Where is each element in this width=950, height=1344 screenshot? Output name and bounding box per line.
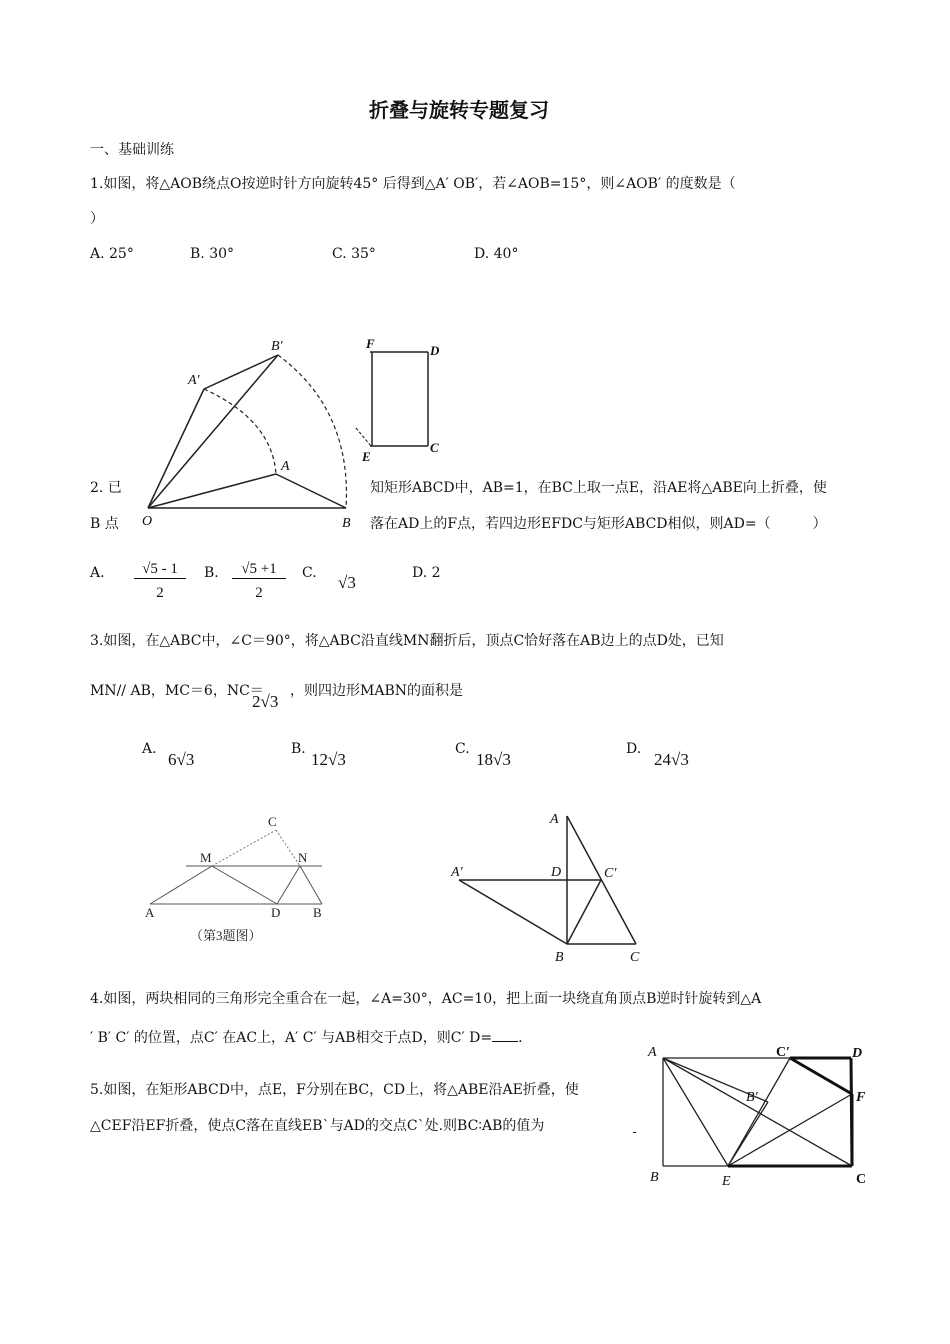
fig3-label-d: D (271, 905, 281, 920)
q1-text-line1: 1.如图，将△AOB绕点O按逆时针方向旋转45° 后得到△A′ OB′，若∠AOB=15°，则∠AOB′ 的度数是（ (90, 176, 736, 192)
fig3-label-a: A (145, 905, 155, 920)
fig2-label-e: E (362, 449, 371, 464)
q3-option-d-label: D. (626, 741, 642, 757)
fig1-label-o: O (142, 514, 153, 529)
q1-text-line2: ） (90, 211, 104, 227)
fig2-label-f: F (366, 336, 375, 351)
fig5-label-f: F (856, 1090, 866, 1105)
fig5-label-a: A (648, 1045, 657, 1060)
q5-text-line2: △CEF沿EF折叠，使点C落在直线EB`与AD的交点C`处.则BC∶AB的值为 (90, 1118, 545, 1134)
fig5-label-c: C (856, 1172, 867, 1187)
fig3-label-n: N (298, 850, 308, 865)
fig2-label-d: D (430, 343, 440, 358)
q3-option-b-label: B. (291, 741, 306, 757)
fig1-label-aprime: A′ (188, 373, 200, 388)
fig3-label-c: C (268, 814, 277, 829)
fig3-label-b: B (313, 905, 322, 920)
q2-option-b-label: B. (204, 565, 219, 581)
q3-text-line1: 3.如图，在△ABC中，∠C＝90°，将△ABC沿直线MN翻折后，顶点C恰好落在AB边上的点D处，已知 (90, 633, 724, 649)
q5-text-line1: 5.如图，在矩形ABCD中，点E，F分别在BC，CD上，将△ABE沿AE折叠，使 (90, 1082, 579, 1098)
q2-option-b-numerator: √5 +1 (232, 561, 286, 579)
q3-option-c-label: C. (455, 741, 470, 757)
fig4-label-c: C (630, 950, 640, 965)
fig5-label-b: B (650, 1170, 659, 1185)
q4-text-line2-end: . (518, 1030, 523, 1046)
fig5-label-d: D (852, 1046, 863, 1061)
q2-option-a-denominator: 2 (156, 585, 164, 601)
q2-option-d: D. 2 (412, 565, 441, 581)
fig3-caption: （第3题图） (190, 928, 262, 943)
fig1-label-bprime: B′ (271, 339, 283, 354)
q3-option-b-value: 12√3 (311, 750, 346, 769)
fig4-label-a: A (550, 812, 559, 827)
q4-text-line1: 4.如图，两块相同的三角形完全重合在一起，∠A=30°，AC=10，把上面一块绕直角顶点B逆时针旋转到△A (90, 991, 762, 1007)
q1-option-b: B. 30° (190, 246, 235, 262)
fig4-label-aprime: A′ (451, 865, 463, 880)
q3-option-c-value: 18√3 (476, 750, 511, 769)
q2-text-c: B 点 (90, 516, 119, 532)
q1-option-d: D. 40° (474, 246, 519, 262)
fig1-label-a: A (281, 459, 290, 474)
q2-option-a-numerator: √5 - 1 (134, 561, 186, 579)
q3-text-line2b: ，则四边形MABN的面积是 (290, 683, 463, 699)
q2-option-b-denominator: 2 (255, 585, 263, 601)
q2-option-c-value: √3 (338, 573, 356, 592)
q1-option-a: A. 25° (90, 246, 134, 262)
q2-text-b: 知矩形ABCD中，AB=1，在BC上取一点E，沿AE将△ABE向上折叠，使 (370, 480, 827, 496)
fig2-label-c: C (430, 440, 439, 455)
fig5-label-cprime: C′ (776, 1045, 791, 1060)
q1-option-c: C. 35° (332, 246, 376, 262)
q4-text-line2-body: ′ B′ C′ 的位置，点C′ 在AC上，A′ C′ 与AB相交于点D，则C′ D= (90, 1030, 493, 1046)
fig4-label-d: D (551, 865, 562, 880)
q3-nc-value: 2√3 (252, 692, 279, 711)
q3-option-a-value: 6√3 (168, 750, 195, 769)
fig1-label-b: B (342, 516, 351, 531)
q2-option-c-label: C. (302, 565, 317, 581)
q3-option-d-value: 24√3 (654, 750, 689, 769)
page-title: 折叠与旋转专题复习 (369, 98, 549, 122)
q3-text-line2a: MN// AB，MC＝6，NC＝ (90, 683, 264, 699)
section-heading: 一、基础训练 (90, 142, 174, 158)
q3-option-a-label: A. (142, 741, 157, 757)
fig4-label-b: B (555, 950, 564, 965)
fig4-label-cprime: C′ (604, 866, 617, 881)
fig5-label-e: E (722, 1174, 731, 1189)
q2-option-a-label: A. (90, 565, 105, 581)
q2-text-a: 2. 已 (90, 480, 122, 496)
fig3-label-m: M (200, 850, 212, 865)
fig5-label-bprime: B′ (746, 1090, 758, 1105)
q2-text-d: 落在AD上的F点，若四边形EFDC与矩形ABCD相似，则AD=（ ） (370, 516, 827, 532)
